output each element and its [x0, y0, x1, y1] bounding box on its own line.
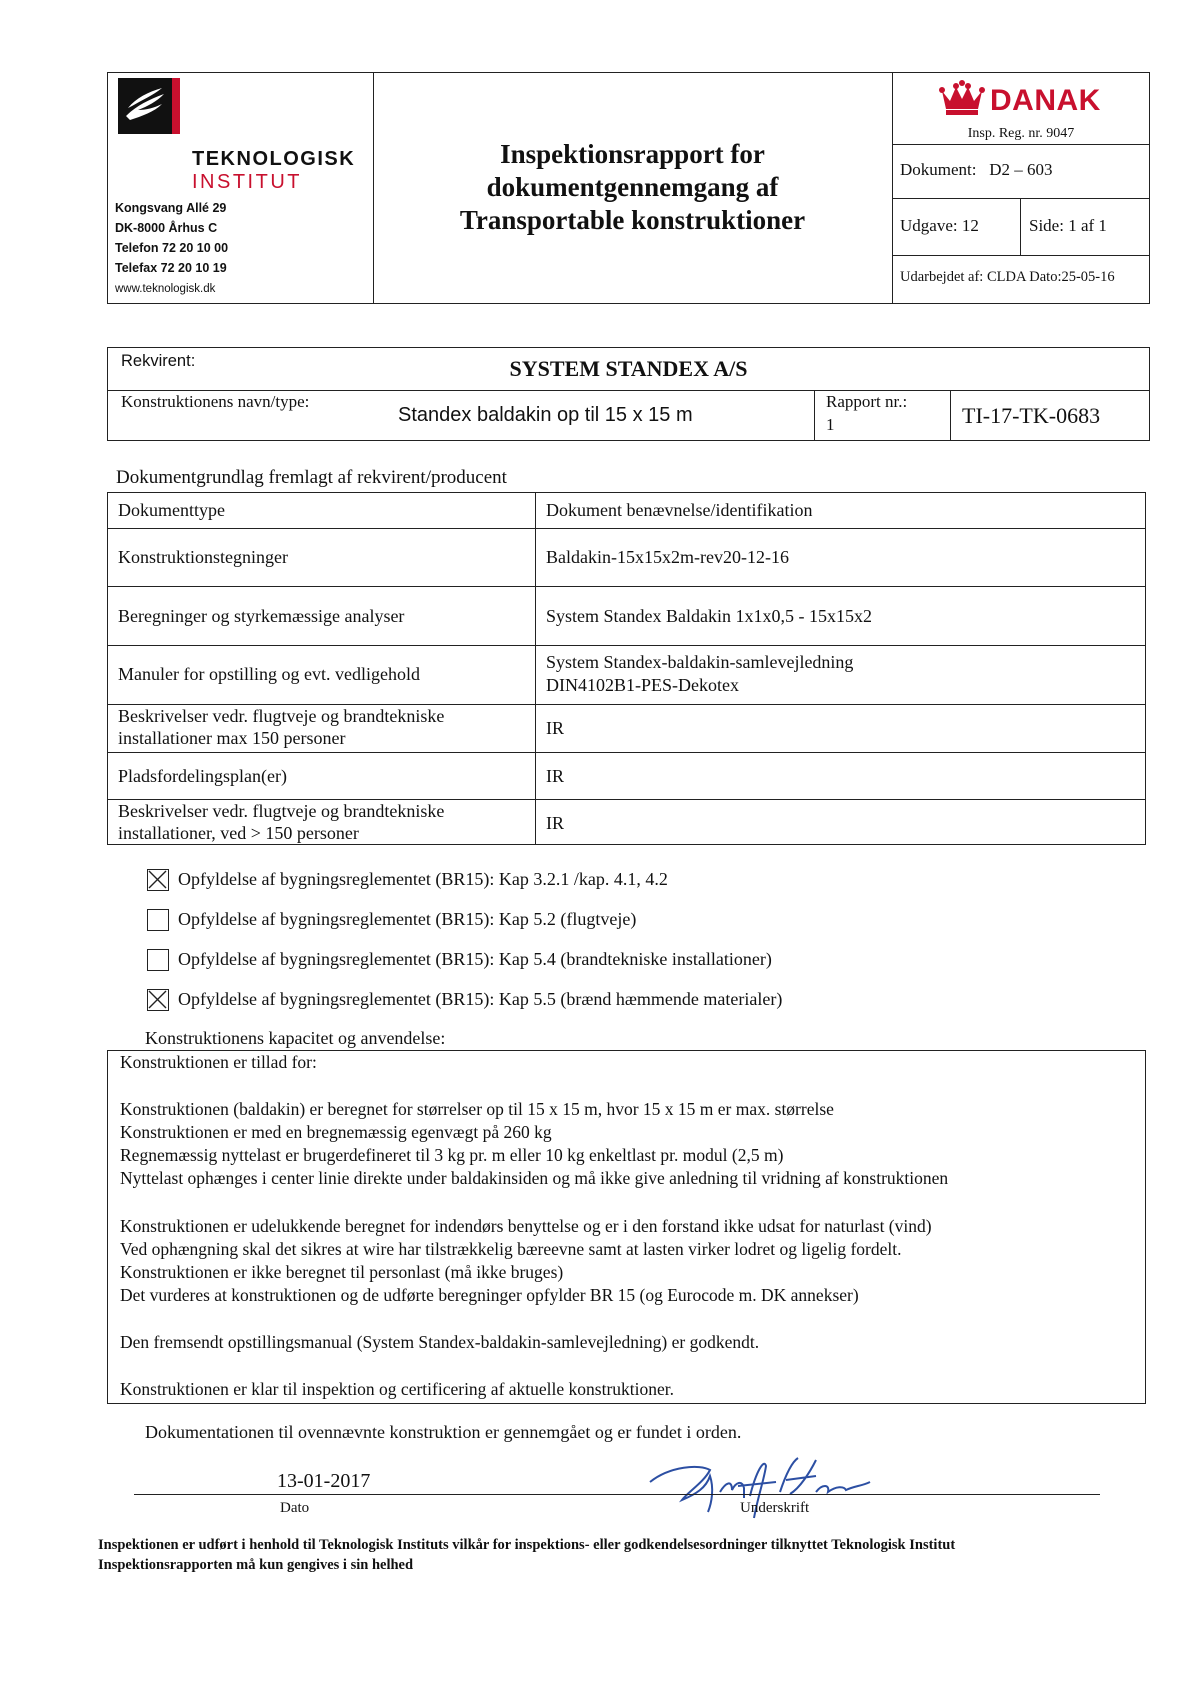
documents-header-name: Dokument benævnelse/identifikation: [546, 500, 813, 520]
table-cell-type: Beregninger og styrkemæssige analyser: [118, 606, 405, 626]
report-title: [373, 138, 892, 237]
documents-row-line: [107, 799, 1146, 800]
report-title-line-3: Transportable konstruktioner: [459, 205, 806, 235]
rekvirent-label: Rekvirent:: [121, 352, 196, 370]
page-indicator: Side: 1 af 1: [1029, 216, 1107, 235]
capacity-line: Konstruktionen er ikke beregnet til personlast (må ikke bruges): [120, 1262, 564, 1282]
footer-line-1: Inspektionen er udført i henhold til Teknologisk Instituts vilkår for inspektions- eller godkendelsesordninger tilknyttet Teknologisk Institut: [98, 1537, 956, 1553]
table-cell-name: Baldakin-15x15x2m-rev20-12-16: [546, 547, 789, 567]
requester-divider-1: [814, 390, 815, 441]
checkbox-kap-3-2-1[interactable]: [147, 869, 169, 891]
capacity-line: Konstruktionen er tillad for:: [120, 1052, 317, 1072]
requester-divider-2: [950, 390, 951, 441]
capacity-line: Konstruktionen er med en bregnemæssig egenvægt på 260 kg: [120, 1122, 552, 1142]
company-logo: [118, 78, 368, 196]
logo-name-line2: INSTITUT: [192, 171, 302, 193]
checkbox-kap-5-2[interactable]: [147, 909, 169, 931]
header-row-line-1: [892, 144, 1150, 145]
danak-logo-text: DANAK: [990, 84, 1101, 117]
capacity-line: Regnemæssig nyttelast er brugerdefineret til 3 kg pr. m eller 10 kg enkeltlast pr. modul (2,5 m): [120, 1145, 784, 1165]
table-cell-name: IR: [546, 813, 564, 833]
logo-name-line1: TEKNOLOGISK: [192, 148, 356, 170]
bird-icon: [118, 78, 174, 134]
table-cell-type: Manuler for opstilling og evt. vedligehold: [118, 664, 420, 684]
report-title-line-2: dokumentgennemgang af: [486, 172, 779, 202]
header-divider-udgave-side: [1020, 198, 1021, 255]
checklist-label: Opfyldelse af bygningsreglementet (BR15): Kap 5.4 (brandtekniske installationer): [178, 949, 772, 969]
documents-section-title: Dokumentgrundlag fremlagt af rekvirent/producent: [116, 467, 507, 488]
report-number-label: Rapport nr.:: [826, 392, 908, 411]
documents-row-line: [107, 645, 1146, 646]
header-divider-right: [892, 72, 893, 304]
capacity-line: Ved ophængning skal det sikres at wire har tilstrækkelig bæreevne samt at lasten virker lodret og ligelig fordelt.: [120, 1239, 902, 1259]
checkbox-kap-5-5[interactable]: [147, 989, 169, 1011]
table-cell-name: System Standex Baldakin 1x1x0,5 - 15x15x2: [546, 606, 872, 626]
checklist-label: Opfyldelse af bygningsreglementet (BR15): Kap 3.2.1 /kap. 4.1, 4.2: [178, 869, 668, 889]
requester-row-line: [107, 390, 1150, 391]
rekvirent-value: SYSTEM STANDEX A/S: [509, 356, 748, 381]
documents-row-line: [107, 586, 1146, 587]
address-line-3: Telefon 72 20 10 00: [115, 241, 229, 255]
conclusion-text: Dokumentationen til ovennævnte konstruktion er gennemgået og er fundet i orden.: [145, 1422, 742, 1442]
report-title-line-1: Inspektionsrapport for: [500, 139, 765, 169]
table-cell-type: installationer max 150 personer: [118, 728, 346, 748]
signature-line: [134, 1494, 1100, 1495]
capacity-line: Nyttelast ophænges i center linie direkte under baldakinsiden og må ikke give anledning til vridning af konstruktionen: [120, 1168, 949, 1188]
crown-icon: [938, 79, 986, 117]
logo-mark: [118, 78, 180, 134]
address-line-4: Telefax 72 20 10 19: [115, 261, 227, 275]
documents-column-divider: [535, 492, 536, 845]
signature-label: Underskrift: [740, 1500, 810, 1516]
header-row-line-3: [892, 255, 1150, 256]
table-cell-name: IR: [546, 718, 564, 738]
date-label: Dato: [280, 1500, 310, 1516]
prepared-by: Udarbejdet af: CLDA Dato:25-05-16: [900, 269, 1115, 285]
website-link[interactable]: www.teknologisk.dk: [115, 283, 216, 295]
signature-date: 13-01-2017: [277, 1470, 371, 1492]
report-number-value: TI-17-TK-0683: [962, 403, 1101, 428]
header-row-line-2: [892, 198, 1150, 199]
capacity-line: Den fremsendt opstillingsmanual (System Standex-baldakin-samlevejledning) er godkendt.: [120, 1332, 760, 1352]
construction-value: Standex baldakin op til 15 x 15 m: [398, 404, 693, 426]
checklist-label: Opfyldelse af bygningsreglementet (BR15): Kap 5.5 (brænd hæmmende materialer): [178, 989, 783, 1009]
table-cell-type: installationer, ved > 150 personer: [118, 823, 359, 843]
table-cell-name: IR: [546, 766, 564, 786]
capacity-line: Konstruktionen er klar til inspektion og certificering af aktuelle konstruktioner.: [120, 1379, 675, 1399]
construction-label: Konstruktionens navn/type:: [121, 392, 310, 411]
documents-row-line: [107, 528, 1146, 529]
check-cross-icon: [148, 870, 167, 889]
documents-row-line: [107, 752, 1146, 753]
table-cell-type: Konstruktionstegninger: [118, 547, 288, 567]
insp-reg-number: Insp. Reg. nr. 9047: [967, 126, 1075, 141]
table-cell-type: Beskrivelser vedr. flugtveje og brandtekniske: [118, 801, 445, 821]
capacity-line: Konstruktionen (baldakin) er beregnet for størrelser op til 15 x 15 m, hvor 15 x 15 m er max. størrelse: [120, 1099, 834, 1119]
check-cross-icon: [148, 990, 167, 1009]
address-line-2: DK-8000 Århus C: [115, 221, 218, 235]
documents-row-line: [107, 704, 1146, 705]
table-cell-name: DIN4102B1-PES-Dekotex: [546, 675, 739, 695]
table-cell-type: Pladsfordelingsplan(er): [118, 766, 287, 786]
checklist-label: Opfyldelse af bygningsreglementet (BR15): Kap 5.2 (flugtveje): [178, 909, 637, 929]
report-number-label-index: 1: [826, 415, 835, 434]
capacity-line: Konstruktionen er udelukkende beregnet for indendørs benyttelse og er i den forstand ikke udsat for naturlast (vind): [120, 1216, 932, 1236]
document-number: Dokument: D2 – 603: [900, 160, 1053, 179]
documents-header-type: Dokumenttype: [118, 500, 225, 520]
checkbox-kap-5-4[interactable]: [147, 949, 169, 971]
address-line-1: Kongsvang Allé 29: [115, 201, 227, 215]
edition-number: Udgave: 12: [900, 216, 979, 235]
footer-line-2: Inspektionsrapporten må kun gengives i sin helhed: [98, 1557, 414, 1573]
table-cell-type: Beskrivelser vedr. flugtveje og brandtekniske: [118, 706, 445, 726]
capacity-title: Konstruktionens kapacitet og anvendelse:: [145, 1028, 446, 1048]
capacity-line: Det vurderes at konstruktionen og de udførte beregninger opfylder BR 15 (og Eurocode m. DK annekser): [120, 1285, 859, 1305]
table-cell-name: System Standex-baldakin-samlevejledning: [546, 652, 854, 672]
